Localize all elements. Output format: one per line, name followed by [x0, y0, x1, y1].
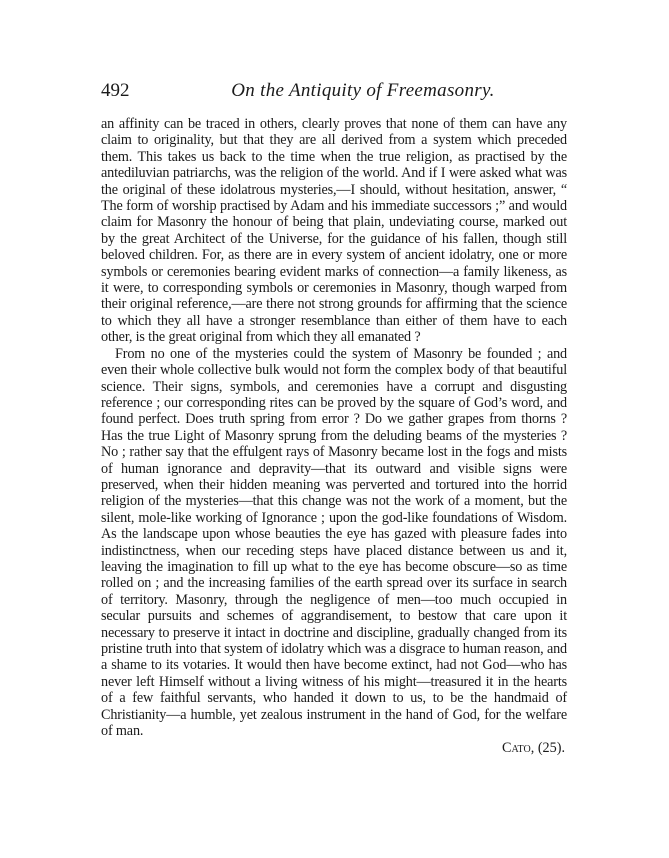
book-page — [101, 80, 567, 757]
page-header — [101, 80, 567, 104]
paragraph: From no one of the mysteries could the system of Masonry be founded ; and even their whole collective bulk would not form the complex body of that beautiful science. Their signs, symbols, and ceremonies have a corrupt and disgusting reference ; our corresponding rites can be proved by the square of God’s word, and found perfect. Does truth spring from error ? Do we gather grapes from thorns ? Has the true Light of Masonry sprung from the deluding beams of the mysteries ? No ; rather say that the effulgent rays of Masonry became lost in the fogs and mists of human ignorance and depravity—that its outward and visible signs were preserved, when their hidden meaning was perverted and tortured into the horrid religion of the mysteries—that this change was not the work of a moment, but the silent, mole-like working of Ignorance ; upon the god-like foundations of Wisdom. As the landscape upon whose beauties the eye has gazed with pleasure fades into indistinctness, when our receding steps have placed distance between us and it, leaving the imagination to fill up what to the eye has become obscure—so as time rolled on ; and the increasing families of the earth spread over its surface in search of territory. Masonry, through the negligence of men—too much occupied in secular pursuits and schemes of aggrandisement, to bestow that care upon it necessary to preserve it intact in doctrine and discipline, gradually changed from its pristine truth into that system of idolatry which was a disgrace to human reason, and a shame to its votaries. It would then have become extinct, had not God—who has never left Himself without a living witness of his might—treasured it in the hearts of a few faithful servants, who handed it down to us, to be the handmaid of Christianity—a humble, yet zealous instrument in the hand of God, for the welfare of man. — [101, 345, 567, 740]
signature-name: Cato, — [501, 740, 535, 757]
paragraph-continued: an affinity can be traced in others, clearly proves that none of them can have any claim to originality, but that they are all derived from a system which preceded them. This takes us back to the time when the true religion, as practised by the antediluvian patriarchs, was the religion of the world. And if I were asked what was the original of these idolatrous mysteries,—I should, without hesitation, answer, “ The form of worship practised by Adam and his immediate successors ;” and would claim for Masonry the honour of being that plain, undeviating course, marked out by the great Architect of the Universe, for the guidance of his fallen, though still beloved children. For, as there are in every system of ancient idolatry, one or more symbols or ceremonies bearing evident marks of connection—a family likeness, as it were, to corresponding symbols or ceremonies in Masonry, though warped from their original reference,—are there not strong grounds for affirming that the science to which they all have a stronger resemblance than either of them have to each other, is the great original from which they all emanated ? — [101, 116, 567, 346]
signature — [101, 740, 567, 756]
body-text — [101, 116, 567, 739]
signature-number: (25). — [537, 740, 565, 757]
page-number: 492 — [101, 80, 130, 101]
running-title: On the Antiquity of Freemasonry. — [231, 80, 495, 101]
